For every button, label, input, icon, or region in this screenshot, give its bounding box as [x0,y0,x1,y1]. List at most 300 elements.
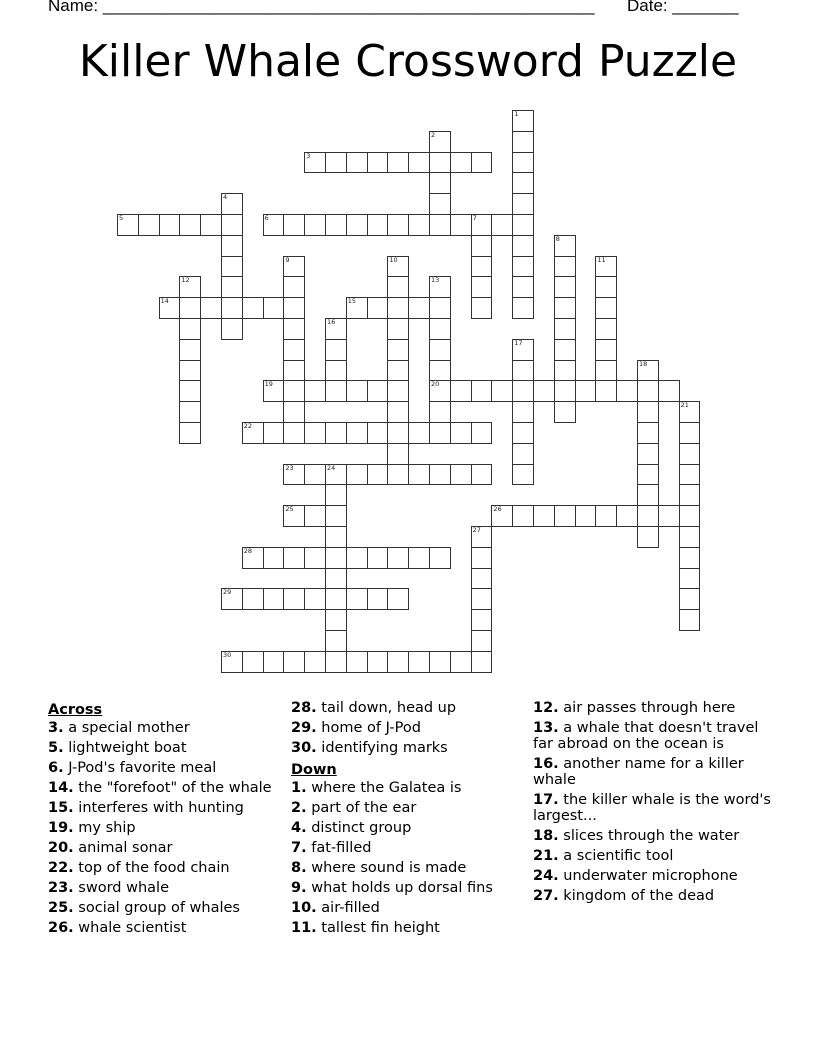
clue-item [291,840,526,856]
grid-cell[interactable] [429,339,451,361]
grid-cell[interactable] [512,401,534,423]
grid-cell[interactable] [325,630,347,652]
grid-cell[interactable] [387,318,409,340]
grid-cell[interactable] [595,339,617,361]
grid-cell[interactable] [595,256,617,278]
grid-cell[interactable] [533,505,555,527]
grid-cell[interactable] [471,152,493,174]
clue-text: distinct group [306,820,412,836]
grid-cell[interactable] [387,360,409,382]
clue-number-label: 11. [291,920,317,936]
grid-cell[interactable] [512,505,534,527]
clue-item [48,720,283,736]
grid-cell[interactable] [346,651,368,673]
clue-number-label: 20. [48,840,74,856]
grid-cell[interactable] [325,568,347,590]
grid-cell[interactable] [117,214,139,236]
grid-cell[interactable] [325,339,347,361]
clue-item [291,700,526,716]
grid-cell[interactable] [679,484,701,506]
clue-number: 7 [472,214,477,222]
grid-cell[interactable] [512,380,534,402]
grid-cell[interactable] [387,152,409,174]
grid-cell[interactable] [679,505,701,527]
grid-cell[interactable] [346,297,368,319]
clue-item [48,860,283,876]
grid-cell[interactable] [450,464,472,486]
clue-text: a special mother [63,720,190,736]
grid-cell[interactable] [679,443,701,465]
grid-cell[interactable] [325,422,347,444]
grid-cell[interactable] [471,547,493,569]
grid-cell[interactable] [429,172,451,194]
grid-cell[interactable] [512,339,534,361]
grid-cell[interactable] [221,318,243,340]
clue-item [533,720,773,752]
clue-text: social group of whales [73,900,240,916]
grid-cell[interactable] [637,484,659,506]
grid-cell[interactable] [283,505,305,527]
clue-number: 25 [285,505,294,514]
clue-column-1 [48,700,283,940]
grid-cell[interactable] [387,651,409,673]
grid-cell[interactable] [512,110,534,132]
grid-cell[interactable] [471,256,493,278]
grid-cell[interactable] [512,422,534,444]
grid-cell[interactable] [346,588,368,610]
clue-item [48,820,283,836]
grid-cell[interactable] [221,588,243,610]
grid-cell[interactable] [283,422,305,444]
grid-cell[interactable] [346,152,368,174]
grid-cell[interactable] [450,380,472,402]
grid-cell[interactable] [616,505,638,527]
clue-number: 12 [181,276,190,285]
grid-cell[interactable] [554,256,576,278]
grid-cell[interactable] [221,297,243,319]
clue-number: 14 [160,297,169,306]
grid-cell[interactable] [429,276,451,298]
grid-cell[interactable] [283,318,305,340]
grid-cell[interactable] [263,547,285,569]
grid-cell[interactable] [429,214,451,236]
clue-item [291,880,526,896]
grid-cell[interactable] [595,297,617,319]
grid-cell[interactable] [429,464,451,486]
grid-cell[interactable] [367,422,389,444]
grid-cell[interactable] [159,214,181,236]
grid-cell[interactable] [159,297,181,319]
grid-cell[interactable] [512,172,534,194]
clue-item [48,740,283,756]
clue-item [291,900,526,916]
grid-cell[interactable] [263,422,285,444]
clue-text: part of the ear [306,800,417,816]
grid-cell[interactable] [658,380,680,402]
grid-cell[interactable] [283,360,305,382]
grid-cell[interactable] [325,505,347,527]
grid-cell[interactable] [512,360,534,382]
grid-cell[interactable] [221,256,243,278]
grid-cell[interactable] [200,214,222,236]
grid-cell[interactable] [221,193,243,215]
clue-number-label: 4. [291,820,307,836]
clue-number-label: 23. [48,880,74,896]
grid-cell[interactable] [263,651,285,673]
grid-cell[interactable] [429,380,451,402]
grid-cell[interactable] [387,422,409,444]
grid-cell[interactable] [304,152,326,174]
grid-cell[interactable] [325,318,347,340]
grid-cell[interactable] [429,401,451,423]
clue-text: tail down, head up [316,700,457,716]
grid-cell[interactable] [637,443,659,465]
section-heading-across: Across [48,702,103,718]
grid-cell[interactable] [283,464,305,486]
grid-cell[interactable] [679,547,701,569]
clue-number-label: 7. [291,840,307,856]
grid-cell[interactable] [325,526,347,548]
grid-cell[interactable] [325,214,347,236]
grid-cell[interactable] [325,588,347,610]
grid-cell[interactable] [450,422,472,444]
grid-cell[interactable] [637,360,659,382]
grid-cell[interactable] [679,464,701,486]
clue-number: 30 [223,650,232,659]
grid-cell[interactable] [367,152,389,174]
grid-cell[interactable] [471,380,493,402]
grid-cell[interactable] [429,152,451,174]
grid-cell[interactable] [616,380,638,402]
clue-item [291,920,526,936]
grid-cell[interactable] [179,380,201,402]
grid-cell[interactable] [408,547,430,569]
clue-text: whale scientist [73,920,187,936]
clue-item [48,880,283,896]
grid-cell[interactable] [242,588,264,610]
grid-cell[interactable] [387,464,409,486]
grid-cell[interactable] [679,401,701,423]
grid-cell[interactable] [242,422,264,444]
clue-number-label: 19. [48,820,74,836]
grid-cell[interactable] [304,547,326,569]
grid-cell[interactable] [387,401,409,423]
grid-cell[interactable] [408,422,430,444]
grid-cell[interactable] [179,276,201,298]
grid-cell[interactable] [304,651,326,673]
clue-number: 15 [347,297,357,306]
grid-cell[interactable] [179,339,201,361]
grid-cell[interactable] [408,214,430,236]
grid-cell[interactable] [325,360,347,382]
clue-number: 9 [285,255,290,264]
grid-cell[interactable] [450,152,472,174]
grid-cell[interactable] [346,214,368,236]
clue-number: 22 [243,422,253,430]
clue-item [533,868,773,884]
clue-text: another name for a killer whale [533,756,744,788]
clue-text: interferes with hunting [73,800,244,816]
name-field[interactable]: Name: ____________________________________________________ [48,0,595,15]
grid-cell[interactable] [512,256,534,278]
grid-cell[interactable] [429,547,451,569]
grid-cell[interactable] [283,401,305,423]
grid-cell[interactable] [637,505,659,527]
clue-text: the killer whale is the word's largest... [533,792,771,824]
section-heading-down: Down [291,762,337,778]
grid-cell[interactable] [554,339,576,361]
clue-number: 5 [119,214,124,222]
grid-cell[interactable] [450,651,472,673]
clue-text: underwater microphone [558,868,738,884]
grid-cell[interactable] [408,297,430,319]
grid-cell[interactable] [554,318,576,340]
grid-cell[interactable] [595,318,617,340]
grid-cell[interactable] [471,276,493,298]
grid-cell[interactable] [554,297,576,319]
grid-cell[interactable] [263,297,285,319]
clue-text: a whale that doesn't travel far abroad on the ocean is [533,720,759,752]
grid-cell[interactable] [387,547,409,569]
grid-cell[interactable] [387,588,409,610]
clue-number-label: 17. [533,792,559,808]
grid-cell[interactable] [595,360,617,382]
grid-cell[interactable] [554,360,576,382]
grid-cell[interactable] [575,505,597,527]
grid-cell[interactable] [138,214,160,236]
grid-cell[interactable] [637,401,659,423]
grid-cell[interactable] [679,588,701,610]
grid-cell[interactable] [283,297,305,319]
grid-cell[interactable] [283,214,305,236]
grid-cell[interactable] [325,380,347,402]
grid-cell[interactable] [429,193,451,215]
grid-cell[interactable] [679,609,701,631]
grid-cell[interactable] [283,380,305,402]
grid-cell[interactable] [471,235,493,257]
grid-cell[interactable] [242,297,264,319]
clue-item [48,800,283,816]
grid-cell[interactable] [637,526,659,548]
grid-cell[interactable] [554,505,576,527]
clue-number-label: 27. [533,888,559,904]
grid-cell[interactable] [325,651,347,673]
clue-text: slices through the water [558,828,740,844]
date-field[interactable]: Date: _______ [627,0,739,15]
grid-cell[interactable] [367,214,389,236]
grid-cell[interactable] [595,380,617,402]
grid-cell[interactable] [471,568,493,590]
clue-number: 28 [243,546,253,555]
clue-item [533,756,773,788]
grid-cell[interactable] [367,651,389,673]
grid-cell[interactable] [283,588,305,610]
grid-cell[interactable] [179,401,201,423]
grid-cell[interactable] [304,505,326,527]
grid-cell[interactable] [512,193,534,215]
grid-cell[interactable] [554,401,576,423]
grid-cell[interactable] [179,318,201,340]
grid-cell[interactable] [346,547,368,569]
grid-cell[interactable] [221,651,243,673]
grid-cell[interactable] [387,214,409,236]
grid-cell[interactable] [200,297,222,319]
grid-cell[interactable] [387,380,409,402]
grid-cell[interactable] [429,422,451,444]
grid-cell[interactable] [554,276,576,298]
grid-cell[interactable] [283,276,305,298]
grid-cell[interactable] [471,630,493,652]
grid-cell[interactable] [471,214,493,236]
grid-cell[interactable] [325,547,347,569]
grid-cell[interactable] [367,297,389,319]
grid-cell[interactable] [221,214,243,236]
grid-cell[interactable] [679,568,701,590]
clue-number-label: 21. [533,848,559,864]
grid-cell[interactable] [471,297,493,319]
grid-cell[interactable] [325,152,347,174]
grid-cell[interactable] [512,297,534,319]
grid-cell[interactable] [471,651,493,673]
grid-cell[interactable] [179,360,201,382]
grid-cell[interactable] [512,152,534,174]
grid-cell[interactable] [387,443,409,465]
grid-cell[interactable] [346,422,368,444]
clue-text: lightweight boat [63,740,187,756]
grid-cell[interactable] [429,318,451,340]
grid-cell[interactable] [179,297,201,319]
clue-number: 1 [514,110,519,118]
grid-cell[interactable] [367,380,389,402]
clue-number: 13 [431,276,440,285]
grid-cell[interactable] [575,380,597,402]
grid-cell[interactable] [595,276,617,298]
clue-item [48,920,283,936]
grid-cell[interactable] [512,235,534,257]
grid-cell[interactable] [408,152,430,174]
clue-number: 21 [680,401,689,410]
clue-number: 8 [555,234,560,243]
grid-cell[interactable] [221,276,243,298]
grid-cell[interactable] [367,588,389,610]
clue-text: tallest fin height [316,920,440,936]
grid-cell[interactable] [325,464,347,486]
grid-cell[interactable] [242,651,264,673]
clue-item [291,720,526,736]
grid-cell[interactable] [512,131,534,153]
grid-cell[interactable] [263,214,285,236]
grid-cell[interactable] [491,214,513,236]
grid-cell[interactable] [387,276,409,298]
grid-cell[interactable] [367,547,389,569]
grid-cell[interactable] [471,464,493,486]
grid-cell[interactable] [471,422,493,444]
grid-cell[interactable] [429,297,451,319]
grid-cell[interactable] [221,235,243,257]
grid-cell[interactable] [325,609,347,631]
grid-cell[interactable] [512,464,534,486]
grid-cell[interactable] [283,256,305,278]
grid-cell[interactable] [387,297,409,319]
grid-cell[interactable] [304,588,326,610]
grid-cell[interactable] [263,380,285,402]
grid-cell[interactable] [491,380,513,402]
clue-number: 23 [285,463,294,472]
grid-cell[interactable] [679,422,701,444]
clue-text: kingdom of the dead [558,888,715,904]
clue-number: 10 [389,255,398,264]
grid-cell[interactable] [533,380,555,402]
clue-number: 18 [639,359,648,368]
grid-cell[interactable] [429,651,451,673]
grid-cell[interactable] [179,214,201,236]
grid-cell[interactable] [179,422,201,444]
grid-cell[interactable] [637,464,659,486]
grid-cell[interactable] [304,380,326,402]
grid-cell[interactable] [283,651,305,673]
grid-cell[interactable] [408,651,430,673]
clue-number: 2 [431,130,436,139]
clue-number-label: 16. [533,756,559,772]
grid-cell[interactable] [658,505,680,527]
grid-cell[interactable] [471,526,493,548]
grid-cell[interactable] [346,380,368,402]
clue-number-label: 1. [291,780,307,796]
grid-cell[interactable] [512,443,534,465]
clue-number-label: 28. [291,700,317,716]
grid-cell[interactable] [491,505,513,527]
grid-cell[interactable] [387,339,409,361]
grid-cell[interactable] [450,214,472,236]
grid-cell[interactable] [679,526,701,548]
clue-number-label: 18. [533,828,559,844]
grid-cell[interactable] [283,339,305,361]
grid-cell[interactable] [554,235,576,257]
grid-cell[interactable] [304,464,326,486]
grid-cell[interactable] [387,256,409,278]
grid-cell[interactable] [304,214,326,236]
grid-cell[interactable] [512,276,534,298]
grid-cell[interactable] [429,131,451,153]
grid-cell[interactable] [471,588,493,610]
clue-item [48,840,283,856]
grid-cell[interactable] [325,484,347,506]
clue-number-label: 10. [291,900,317,916]
clue-number-label: 30. [291,740,317,756]
clue-number-label: 26. [48,920,74,936]
grid-cell[interactable] [512,214,534,236]
grid-cell[interactable] [263,588,285,610]
grid-cell[interactable] [637,422,659,444]
clue-number: 3 [306,151,311,160]
grid-cell[interactable] [304,422,326,444]
clue-number: 26 [493,505,502,514]
grid-cell[interactable] [429,360,451,382]
grid-cell[interactable] [408,464,430,486]
grid-cell[interactable] [283,547,305,569]
grid-cell[interactable] [554,380,576,402]
grid-cell[interactable] [471,609,493,631]
grid-cell[interactable] [367,464,389,486]
clue-number-label: 2. [291,800,307,816]
grid-cell[interactable] [346,464,368,486]
grid-cell[interactable] [595,505,617,527]
grid-cell[interactable] [242,547,264,569]
clue-item [291,780,526,796]
clue-item [533,848,773,864]
grid-cell[interactable] [637,380,659,402]
clue-number: 6 [264,214,269,222]
